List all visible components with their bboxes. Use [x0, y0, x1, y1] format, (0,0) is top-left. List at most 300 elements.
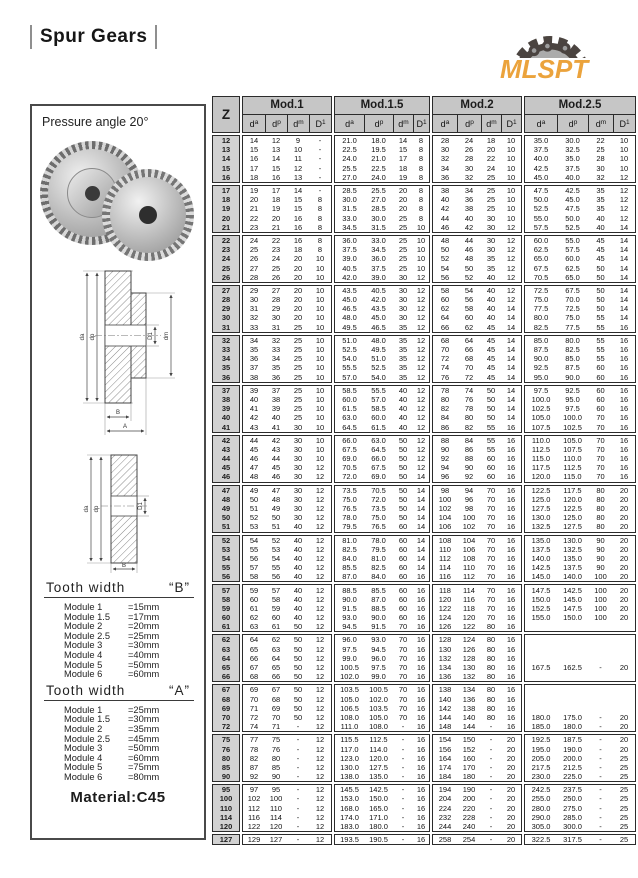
data-cell: 76: [440, 372, 450, 382]
mod-group-block: [432, 435, 522, 483]
data-cell: 32: [596, 172, 605, 182]
data-cell: 147.5: [531, 585, 551, 595]
data-cell: [557, 685, 588, 694]
data-cell: 20: [506, 772, 516, 782]
data-cell: 20: [619, 535, 629, 545]
data-cell: 33: [249, 322, 259, 332]
data-cell: 28.5: [371, 204, 386, 214]
data-cell: 82: [249, 753, 259, 763]
data-cell: 19.5: [371, 145, 386, 155]
data-cell: 12: [315, 522, 325, 532]
data-cell: 90: [596, 563, 605, 573]
data-cell: 12: [315, 535, 325, 545]
data-cell: 14: [619, 295, 629, 305]
data-cell: 132.5: [531, 522, 551, 532]
data-cell: 35: [486, 254, 496, 264]
data-cell: 117.5: [563, 485, 582, 495]
data-cell: 98: [440, 485, 450, 495]
data-cell: 20: [619, 504, 629, 514]
data-cell: 25: [293, 335, 303, 345]
module-label: Module 1.5: [64, 714, 110, 725]
table-row-group: [212, 135, 636, 183]
data-cell: 44: [440, 213, 450, 223]
data-cell: 25: [293, 404, 303, 414]
data-cell: 16: [619, 322, 629, 332]
data-cell: 12: [416, 394, 426, 404]
data-cell: 34.5: [371, 245, 386, 255]
z-cell: 85: [221, 762, 231, 772]
data-cell: 18.0: [371, 136, 386, 146]
data-cell: 48: [464, 254, 474, 264]
data-cell: 31.5: [371, 222, 386, 232]
data-cell: 25: [398, 245, 408, 255]
module-value: =20mm: [128, 621, 160, 632]
spec-panel: [30, 104, 206, 840]
data-cell: 12: [315, 494, 325, 504]
data-cell: 16: [416, 753, 426, 763]
z-column-block: [212, 584, 240, 632]
z-cell: 21: [221, 222, 231, 232]
pressure-angle-label: Pressure angle 20°: [42, 115, 149, 129]
data-cell: 60: [596, 385, 605, 395]
data-cell: 60: [596, 404, 605, 414]
data-cell: 12: [315, 594, 325, 604]
data-cell: 12: [315, 812, 325, 822]
data-cell: 50: [293, 644, 303, 654]
data-cell: 20: [506, 803, 516, 813]
data-cell: [557, 654, 588, 663]
data-cell: 190.5: [369, 835, 388, 845]
data-cell: 33.0: [342, 213, 357, 223]
data-cell: [588, 672, 613, 681]
data-cell: [525, 635, 557, 644]
data-cell: 54: [464, 285, 474, 295]
data-cell: 112.5: [563, 463, 582, 473]
data-cell: 110.0: [531, 435, 551, 445]
data-cell: 12: [506, 272, 516, 282]
data-cell: 30: [293, 454, 303, 464]
subcolumn-header: d p: [364, 115, 393, 132]
data-cell: 25: [249, 245, 259, 255]
data-cell: 70: [398, 644, 408, 654]
data-cell: 33: [271, 345, 281, 355]
data-cell: 30.0: [371, 213, 386, 223]
data-cell: 90.0: [371, 613, 386, 623]
data-cell: 50.0: [533, 195, 549, 205]
mod-group-block: [524, 634, 636, 682]
data-cell: 16: [416, 735, 426, 745]
data-cell: 55: [596, 354, 605, 364]
data-cell: 12: [416, 444, 426, 454]
data-cell: 26: [464, 145, 474, 155]
data-cell: 21: [249, 204, 259, 214]
data-cell: -: [296, 762, 300, 772]
data-cell: 134: [462, 685, 476, 695]
data-cell: 78.0: [371, 535, 386, 545]
data-cell: 16: [416, 603, 426, 613]
data-cell: 56: [271, 572, 281, 582]
data-cell: 14: [619, 263, 629, 273]
data-cell: 30: [271, 313, 281, 323]
data-cell: 12: [315, 603, 325, 613]
data-cell: 20: [619, 513, 629, 523]
data-cell: -: [489, 812, 493, 822]
data-cell: 25: [619, 812, 629, 822]
data-cell: 70: [596, 413, 605, 423]
z-cell: 19: [221, 204, 231, 214]
data-cell: 60: [398, 594, 408, 604]
data-cell: 12: [506, 254, 516, 264]
data-cell: 50: [596, 304, 605, 314]
z-cell: 38: [221, 394, 231, 404]
data-cell: 16: [416, 822, 426, 832]
data-cell: 51.0: [342, 335, 357, 345]
subcolumn-header: d m: [481, 115, 501, 132]
data-cell: 180.0: [369, 822, 388, 832]
data-cell: 16: [416, 613, 426, 623]
data-cell: 16: [416, 594, 426, 604]
data-cell: 31: [249, 304, 259, 314]
data-cell: 80: [486, 712, 496, 722]
data-cell: 115.0: [531, 454, 551, 464]
data-cell: 47.5: [533, 186, 549, 196]
data-cell: 78: [249, 744, 259, 754]
data-cell: 25: [398, 254, 408, 264]
data-cell: 54: [249, 535, 259, 545]
data-cell: 20: [293, 272, 303, 282]
data-cell: 8: [317, 222, 323, 232]
data-cell: -: [489, 762, 493, 772]
data-cell: 22.5: [371, 163, 386, 173]
data-cell: 12: [416, 354, 426, 364]
data-cell: 77.5: [533, 304, 549, 314]
data-cell: 20: [293, 254, 303, 264]
data-cell: 317.5: [563, 835, 582, 845]
data-cell: 14: [293, 186, 303, 196]
data-cell: 60: [398, 535, 408, 545]
data-cell: 112: [463, 572, 475, 582]
data-cell: 16: [506, 572, 516, 582]
data-cell: 74: [464, 385, 474, 395]
subcolumn-header: d m: [588, 115, 613, 132]
data-cell: 36: [464, 195, 474, 205]
data-cell: 192.5: [531, 735, 551, 745]
mod-group-block: [524, 784, 636, 832]
data-cell: 12: [315, 485, 325, 495]
z-cell: 60: [221, 613, 231, 623]
data-cell: -: [599, 835, 602, 845]
data-cell: 25: [293, 345, 303, 355]
data-cell: 16: [506, 494, 516, 504]
data-cell: 50: [398, 444, 408, 454]
module-value: =35mm: [128, 723, 160, 734]
data-cell: 70: [596, 454, 605, 464]
z-cell: 37: [221, 385, 231, 395]
data-cell: 34: [249, 335, 259, 345]
data-cell: 50: [596, 295, 605, 305]
z-cell: 120: [219, 822, 233, 832]
data-cell: 33.0: [371, 235, 386, 245]
data-cell: 30: [293, 435, 303, 445]
data-cell: 95: [271, 785, 281, 795]
data-cell: 45: [486, 354, 496, 364]
subcolumn-header: d a: [249, 118, 259, 129]
data-cell: 73.5: [342, 485, 357, 495]
mod-group-block: [242, 684, 332, 732]
data-cell: 64.5: [371, 444, 386, 454]
data-cell: 155.0: [531, 613, 551, 623]
data-cell: 25: [293, 354, 303, 364]
z-cell: 27: [221, 285, 231, 295]
data-cell: 10: [315, 435, 325, 445]
data-cell: -: [318, 145, 322, 155]
data-cell: 12: [416, 454, 426, 464]
dim-label-dp: dp: [90, 333, 96, 341]
data-cell: 70.5: [342, 463, 357, 473]
z-cell: 67: [221, 685, 231, 695]
data-cell: 12: [416, 404, 426, 414]
data-cell: 60.0: [565, 254, 580, 264]
data-cell: 75.0: [565, 313, 580, 323]
data-cell: 10: [506, 186, 516, 196]
data-cell: 12: [315, 712, 325, 722]
data-cell: [525, 695, 557, 704]
data-cell: [588, 695, 613, 704]
mod-group-block: [524, 235, 636, 283]
dim-label-D12: D1: [138, 502, 144, 510]
data-cell: 32: [464, 172, 474, 182]
data-cell: 70: [486, 603, 496, 613]
mod-group-header: [432, 96, 522, 133]
data-cell: 30: [293, 494, 303, 504]
data-cell: 16: [416, 744, 426, 754]
data-cell: 39: [271, 404, 281, 414]
data-cell: 94: [440, 463, 450, 473]
data-cell: 88: [464, 454, 474, 464]
data-cell: 85.0: [533, 335, 549, 345]
z-column-block: [212, 285, 240, 333]
data-cell: 50: [293, 672, 303, 682]
data-cell: 59: [249, 585, 259, 595]
data-cell: 52.5: [342, 345, 357, 355]
data-cell: 35: [398, 363, 408, 373]
data-cell: 8: [317, 235, 323, 245]
module-label: Module 2.5: [64, 630, 110, 641]
data-cell: 37: [271, 385, 281, 395]
data-cell: 30: [486, 235, 496, 245]
data-cell: 20: [506, 835, 516, 845]
subcolumn-header-row: [433, 115, 521, 132]
data-cell: 145.5: [340, 785, 359, 795]
data-cell: 37: [249, 363, 259, 373]
data-cell: 97.5: [371, 663, 386, 673]
data-cell: 140.0: [531, 553, 551, 563]
data-cell: 105.0: [369, 712, 388, 722]
mod-group-block: [334, 535, 430, 583]
data-cell: 50: [596, 285, 605, 295]
data-cell: 106: [438, 522, 452, 532]
data-cell: 60: [596, 394, 605, 404]
data-cell: 322.5: [531, 835, 551, 845]
data-cell: 50: [293, 685, 303, 695]
data-cell: 140: [438, 694, 452, 704]
data-cell: 11: [294, 154, 302, 164]
data-cell: 130.0: [563, 535, 582, 545]
data-cell: 12: [506, 245, 516, 255]
data-cell: 194: [438, 785, 452, 795]
z-cell: 48: [221, 494, 231, 504]
data-cell: 20: [506, 812, 516, 822]
z-cell: 12: [221, 136, 231, 146]
data-cell: 35: [398, 322, 408, 332]
data-cell: 127.5: [369, 762, 388, 772]
data-cell: 80: [596, 485, 605, 495]
data-cell: 80: [464, 413, 474, 423]
data-cell: 75.0: [533, 295, 549, 305]
data-cell: 112.5: [369, 735, 388, 745]
data-cell: 47: [271, 485, 281, 495]
data-cell: 13: [271, 145, 281, 155]
data-cell: 80: [486, 635, 496, 645]
table-row-group: [212, 634, 636, 682]
data-cell: 16: [619, 372, 629, 382]
tooth-width-a-section: [44, 683, 194, 783]
data-cell: 68: [464, 354, 474, 364]
data-cell: 14: [619, 285, 629, 295]
data-cell: 93.0: [342, 613, 357, 623]
data-cell: -: [401, 812, 405, 822]
data-cell: 300.0: [563, 822, 582, 832]
data-cell: 130: [438, 644, 452, 654]
data-cell: 50: [293, 694, 303, 704]
z-cell: 80: [221, 753, 231, 763]
data-cell: 82.5: [565, 345, 580, 355]
data-cell: 87.0: [371, 594, 386, 604]
data-cell: 91.5: [342, 603, 357, 613]
data-cell: 240: [462, 822, 476, 832]
module-label: Module 6: [64, 669, 103, 680]
tooth-width-a-list: [64, 706, 194, 783]
data-cell: 14: [506, 372, 516, 382]
mod-group-block: [432, 784, 522, 832]
data-cell: 43: [249, 422, 259, 432]
data-cell: 12: [315, 703, 325, 713]
data-cell: 40: [486, 272, 496, 282]
data-cell: 49: [249, 485, 259, 495]
subcolumn-header: d p: [265, 115, 287, 132]
data-cell: 10: [315, 263, 325, 273]
data-cell: 15: [293, 195, 303, 205]
data-cell: 60: [486, 472, 496, 482]
data-cell: 70: [596, 463, 605, 473]
data-cell: 14: [619, 313, 629, 323]
data-cell: 37.5: [371, 263, 386, 273]
data-cell: 16: [293, 213, 303, 223]
data-cell: 102.5: [563, 422, 582, 432]
z-cell: 42: [221, 435, 231, 445]
mod-group-block: [334, 135, 430, 183]
z-cell: 50: [221, 513, 231, 523]
data-cell: 58: [249, 572, 259, 582]
data-cell: -: [489, 794, 493, 804]
gear-photo: [32, 131, 204, 261]
data-cell: 112: [439, 553, 451, 563]
data-cell: 45: [596, 245, 605, 255]
z-cell: 65: [221, 663, 231, 673]
data-cell: 38: [271, 394, 281, 404]
data-cell: 16: [506, 444, 516, 454]
data-cell: 19: [249, 186, 259, 196]
module-label: Module 1: [64, 602, 103, 612]
data-cell: 61.5: [342, 404, 357, 414]
data-cell: 20: [398, 186, 408, 196]
gear-hub-drawing: [43, 263, 193, 447]
data-cell: 62.5: [533, 245, 549, 255]
data-cell: 94.5: [371, 644, 386, 654]
data-cell: 100.0: [531, 394, 551, 404]
table-row-group: [212, 435, 636, 483]
data-cell: 40: [486, 304, 496, 314]
data-cell: 254: [462, 835, 476, 845]
data-cell: 79.5: [342, 522, 357, 532]
data-cell: 70: [486, 613, 496, 623]
module-label: Module 1.5: [64, 611, 110, 622]
data-cell: 22: [596, 136, 605, 146]
tooth-width-a-title: Tooth width: [46, 682, 126, 698]
data-cell: 97.5: [565, 404, 580, 414]
data-cell: 14: [416, 504, 426, 514]
data-cell: 12: [315, 644, 325, 654]
module-label: Module 3: [64, 640, 103, 651]
data-cell: 16: [416, 794, 426, 804]
mod-group-header: [242, 96, 332, 133]
data-cell: 46: [271, 472, 281, 482]
data-cell: 85.5: [342, 563, 357, 573]
data-cell: 70: [486, 504, 496, 514]
data-cell: [557, 635, 588, 644]
data-cell: 20: [619, 494, 629, 504]
data-cell: 144: [438, 712, 452, 722]
module-label: Module 5: [64, 762, 103, 773]
data-cell: 125.0: [531, 494, 551, 504]
data-cell: 12: [315, 722, 325, 732]
module-value: =45mm: [128, 733, 160, 744]
data-cell: 90: [596, 535, 605, 545]
mod-group-block: [334, 335, 430, 383]
data-cell: 16: [271, 172, 281, 182]
data-cell: 180.0: [531, 712, 551, 722]
data-cell: 25: [619, 835, 629, 845]
data-cell: 60: [398, 603, 408, 613]
data-cell: 10: [506, 204, 516, 214]
data-cell: 122: [462, 622, 476, 632]
mod-group-block: [432, 285, 522, 333]
mod-group-block: [524, 535, 636, 583]
data-cell: 50: [596, 263, 605, 273]
data-cell: 50: [398, 472, 408, 482]
data-cell: 105.0: [340, 694, 359, 704]
data-cell: 88: [440, 435, 450, 445]
data-cell: 118: [463, 603, 475, 613]
data-cell: 70.0: [565, 295, 580, 305]
data-cell: 35: [486, 263, 496, 273]
data-cell: 14: [506, 335, 516, 345]
data-cell: 40: [293, 522, 303, 532]
data-cell: 16: [506, 672, 516, 682]
data-cell: 82.5: [533, 322, 549, 332]
data-cell: 20: [486, 145, 496, 155]
data-cell: 64: [440, 313, 450, 323]
